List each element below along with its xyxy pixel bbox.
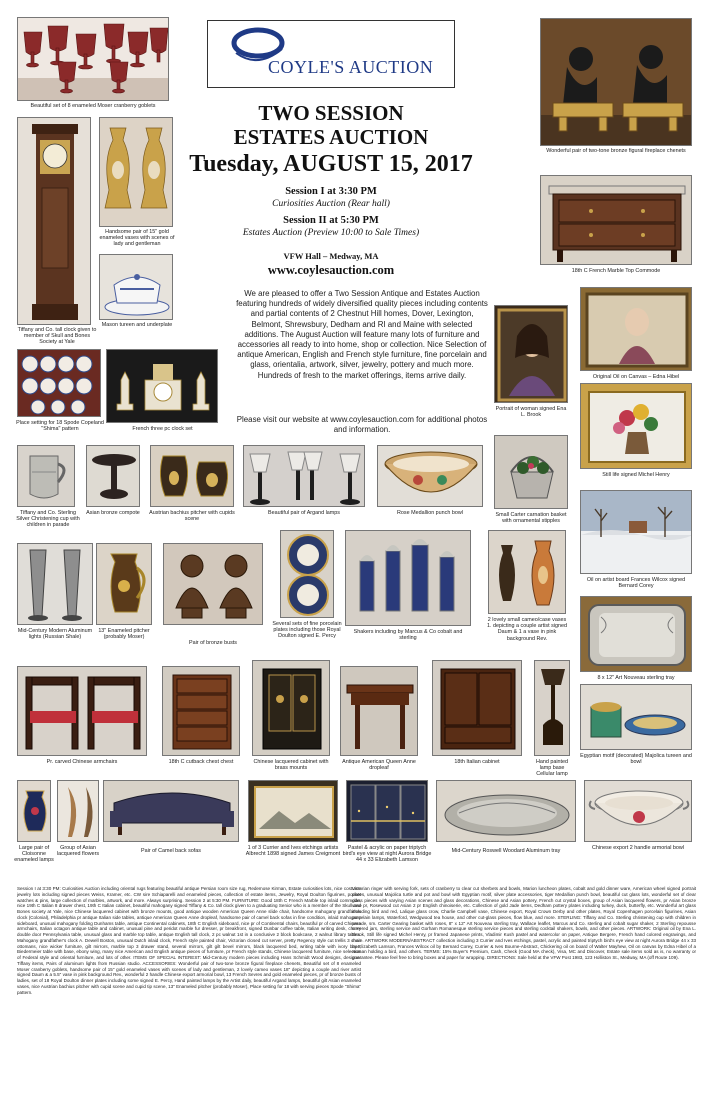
photo-glass-tray: [436, 780, 576, 842]
photo-argand-lamps: [243, 445, 365, 507]
caption-clock-set: French three pc clock set: [132, 426, 193, 432]
caption-tiffany-cup: Tiffany and Co. Sterling Silver Christening cup with children in parade: [16, 510, 80, 529]
caption-still-life: Still life signed Michel Henry: [602, 472, 670, 478]
website-link[interactable]: www.coylesauction.com: [267, 263, 395, 277]
headline-line1: TWO SESSION: [258, 101, 404, 125]
caption-gold-vases: Handsome pair of 15" gold enameled vases with scenes of lady and gentleman: [99, 229, 175, 248]
caption-enamel-pitcher: 13" Enameled pitcher (probably Moser): [98, 628, 150, 641]
caption-plates: Several sets of fine porcelain plates including those Royal Doulton signed E. Percy: [272, 621, 342, 640]
caption-argand-lamps: Beautiful pair of Argand lamps: [268, 510, 340, 516]
photo-austrian-pitcher: [150, 445, 234, 507]
caption-tall-clock: Tiffany and Co. tall clock given to member of Skull and Bones Society at Yale: [17, 327, 97, 346]
photo-aluminum-lights: [17, 543, 93, 625]
photo-end-table: [340, 666, 418, 756]
logo: [207, 20, 455, 88]
session2-desc: Estates Auction (Preview 10:00 to Sale Times): [242, 228, 420, 238]
caption-busts: Pair of bronze busts: [189, 640, 237, 646]
photo-fireplace-chenets: [540, 18, 692, 146]
caption-orig-oil: Original Oil on Canvas – Edna Hibel: [592, 374, 680, 380]
caption-end-table: Antique American Queen Anne dropleaf: [342, 759, 416, 772]
intro-paragraph: We are pleased to offer a Two Session Antique and Estates Auction featuring hundreds of widely diversified quality pieces including contents and partial contents of 2 Chestnut Hill homes, Dover, Lexington, Belmont, Shrewsbury, Dedham and RI and Maine with selected additions. The August Auction will feature many lots of furniture and accessories all ready to into home, shop or collection. Nice Selection of antique American, English and French style furniture, fine porcelain and glass, orientalia, artwork, silver, jewelry, pottery and much more. Hundreds of fresh to the market offerings, items arrive daily.: [236, 289, 488, 380]
caption-cabinet: Chinese lacquered cabinet with brass mounts: [253, 759, 329, 772]
caption-majolica: Egyptian motif (decorated) Majolica tureen and bowl: [580, 753, 692, 766]
caption-prints: 1 of 3 Currier and Ives etchings artists Albrecht 1898 signed James Creigmont: [245, 845, 341, 858]
body-column-left: Session I at 3:30 PM: Curiosities Auction including oriental rugs featuring beautiful antique Persian room size rug, Redemose Kirman, Estate curiosities lots, nice costume jewelry lots including signed pieces Weiss, Kramer, etc. CW sire Schiaparelli and enameled pieces, collection of estate items, Jewelry, Royal Doulton figurines, pocket watches & pins, large collection of marbles, artwork, and more. Always surprising. Session 2 at 5:30 PM. FURNITURE: Good 18th C French Marble top inlaid commode, nice 19th C Italian 8 drawer chest, 19th C Italian cabinet, beautiful mahogany signed Tiffany & Co. tall clock given to a graduating Senior who is a member of the Skull and Bones society at Yale, nice Chinese lacquered cabinet with bronze mounts, good antique wooden American Queen Anne slide chair, handsome mahogany grandfather clock (Colonial), Philadelphia pr antique Italian side tables, antique American Queen Anne dropleaf, handsome pair of camel back sofas in fine condition, inlaid mahogany sideboard, unusual mahogany folding Dunhams table, antique Continental cabinets, 18th C English sideboard, nice pr of Continental chairs, beautiful pr of carved Chinese armchairs, Italian octagon antique table and cabinet, unusual pine and peridot marble fur dresser, pr breakfront, signed Dunbar coffee table, Italian writing desk, cherry double door Pennsylvania table, unusual glass and marble top table, antique English tall clock, 2 pc walnut 1st in a conclusive 2 block bookcase, 2 walnut library tables. Mahogany grandfather's clock A. Dewell Boston, unusual Dutch inlaid clock, French style painted chair, Victorian closed cut server, pretty Regency style cut trellis 3 chair ottomans, nice wicker furniture, gilt mirrors, marble top 3 drawer stand, several mirrors, gilt gilt bevel mirrors, black lacquered bed, writing table with ivory base, Biedermeier table with base, ebony wing, many nice American and English antique pieces of furniture, pr French style stands, Chinese lacquered furniture, nice selection of Federal style and oriental furniture, and lots of other. ITEMS OF SPECIAL INTEREST: Mid-Century modern pieces including Hans Schmidt Wood designs, designer Tiffany items, Pairs of aluminum lights from Russian studio. ACCESSORIES: Wonderful pair of two-tone bronze figural fireplace chenets, Beautiful set of 8 enameled Moser cranberry goblets, handsome pair of 15" gold enameled vases with scenes of lady and gentleman, 2 lovely cameo vases 18" depicting a couple and river artist signed Daum & a 5.5" vase in pink background Rev., wonderful 2 handle Chinese export armorial bowl, 13 French Sevres and gold enameled pieces, pr of bronze busts of ladies, set of 18 Royal Doulton dinner plates including some signed E. Percy, Hand painted lamps by the Artist daily, beautiful Argand lamps, beautiful gilt Asian enameled vases, nice Austrian bachius pitcher with cupid scene and cupid tip scene, 13" Enameled pitcher (probably Moser), Place setting for 18 with serving pieces Spode "Shima" pattern.: [17, 886, 361, 995]
photo-hall-cabinet: [432, 660, 522, 756]
photo-majolica: [580, 684, 692, 750]
caption-lamp: Hand painted lamp base Cellular lamp: [535, 759, 569, 778]
session1-desc: Curiosities Auction (Rear hall): [272, 199, 390, 209]
headline-line2: ESTATES AUCTION: [233, 125, 429, 149]
photo-cabinet: [252, 660, 330, 756]
caption-hall-cabinet: 18th Italian cabinet: [454, 759, 500, 765]
photo-asian-compote: [86, 445, 140, 507]
caption-mason-bowl: Mason tureen and underplate: [101, 322, 173, 328]
caption-dolls: Large pair of Cloisonne enameled lamps: [14, 845, 54, 864]
caption-chinese-bowl: Chinese export 2 handle armorial bowl: [592, 845, 684, 851]
photo-busts: [163, 543, 263, 625]
photo-prints: [248, 780, 338, 842]
photo-shakers: [345, 530, 471, 626]
photo-tall-clock: [17, 117, 91, 325]
caption-cameo-vases: 2 lovely small cameo/case vases 1. depicting a couple artist signed Daum & 1 a vase in pink background Rev.: [486, 617, 567, 642]
body-column-right: Victorian ringer with serving fork, sets of cranberry to clear cut sherbets and bowls, Marion luncheon plates, cobalt and gold dinner ware, American wheel signed portrait plates, unusual Majolica turtle and pot and bowl with Egyptian motif, silver plate accessories, tiger Medallion punch bowl, beautiful cut glass lots, wonderful set of clear glass pieces with varying Asian scenes and glass decorations, Chinese and Asian pottery, French cut crystal boxes, group of Asian lacquered flowers, pr Asian bronze vase pr, Rosewood cut Asian 2 pr English chinoiserie, etc. Collection of gold Jade items, Dedham pottery plates including turkey, duck, butterfly, etc. Wonderful art glass including bird and red, Lalique glass crow, Charlie Campbell vase, Chinese export, Royal Crown Derby and other plates, Royal Copenhagen porcelain figurines, Asian porcelain lamps, Waterford, Wedgwood tea house, and other cut-glass pieces, flow blue, and more. STERLING: Tiffany and Co. Sterling christening cup with children in parade, sm. Carter Gearing basket with roses, 8" x 12" Art Nouveau sterling tray, Wallace leaflet, Marcus and Co. sterling and cobalt sugar shaker, 2 Sterling repousse covered jars, sterling service and Gorham Romanesque sterling service pieces and sterling cocktail shakers, bowls, and other pieces. ARTWORK: Original oil by Ena L. Brook, Still life signed Michel Henry, pr framed Japanese prints, Vladimir Kush pastel and watercolor on paper, Antique Bergere, French hand colored engravings, and more. ARTWORK MODERN/ABSTRACT collection including 3 Currier and Ives etchings, pastel, acrylic and painted triptych bird's eye view at night Aurora Bridge 44 x 33 by Elizabeth Lamson, Frances Wilcox oil by Bernard Corey, Currier & Ives Bourne-Abstract, Chickering oil on board of Walter Mayhew, Oil on canvas by Edna Hibel of a woman holding a bird, and others. TERMS: 15% Buyer's Premium, Cash, Check (Good MA check), Visa, MC and Discover, Estate sale items sold as is, no warranty or guarantee. Please feel free to bring boxes and paper for wrapping. DIRECTIONS: Sale held at the VFW Post 1983, 123 Holliston St., Medway, MA (off Route 109).: [352, 886, 696, 960]
photo-sterling-tray: [580, 596, 692, 672]
photo-dolls: [17, 780, 51, 842]
photo-sofa: [103, 780, 239, 842]
caption-commode: 18th C French Marble Top Commode: [571, 268, 661, 274]
photo-mason-bowl: [99, 254, 173, 320]
photo-snow-oil: [580, 490, 692, 574]
photo-commode: [540, 175, 692, 265]
photo-armchairs: [17, 666, 147, 756]
photo-enamel-pitcher: [96, 543, 152, 625]
caption-snow-oil: Oil on artist board Frances Wilcox signed Bernard Corey: [586, 577, 686, 590]
photo-portrait: [494, 305, 568, 403]
photo-cameo-vases: [488, 530, 566, 614]
caption-austrian-pitcher: Austrian bachius pitcher with cupids scene: [149, 510, 235, 523]
photo-plates: [280, 530, 334, 618]
photo-carnation-basket: [494, 435, 568, 509]
caption-sterling-tray: 8 x 12" Art Nouveau sterling tray: [597, 675, 675, 681]
caption-portrait: Portrait of woman signed Ena L. Brook: [495, 406, 567, 419]
caption-aluminum-lights: Mid-Century Modern Aluminum lights (Russian Shale): [17, 628, 93, 641]
photo-still-life: [580, 383, 692, 469]
photo-place-setting: [17, 349, 101, 417]
caption-rose-bowl: Rose Medallion punch bowl: [397, 510, 463, 516]
caption-fireplace-chenets: Wonderful pair of two-tone bronze figural fireplace chenets: [546, 148, 686, 154]
auction-date: Tuesday, AUGUST 15, 2017: [189, 151, 473, 177]
caption-shakers: Shakers including by Marcus & Co cobalt and sterling: [353, 629, 463, 642]
photo-goblets: [17, 17, 169, 101]
venue: VFW Hall – Medway, MA: [283, 251, 379, 261]
caption-carnation-basket: Small Carter carnation basket with ornamental stipples: [495, 512, 567, 525]
caption-chest: 18th C cutback chest chest: [168, 759, 234, 765]
photo-clock-set: [106, 349, 218, 423]
photo-chinese-bowl: [584, 780, 692, 842]
caption-goblets: Beautiful set of 8 enameled Moser cranberry goblets: [30, 103, 156, 109]
photo-chest: [162, 666, 240, 756]
photo-pastel: [346, 780, 428, 842]
photo-lamp: [534, 660, 570, 756]
caption-sofa: Pair of Camel back sofas: [141, 848, 201, 854]
caption-armchairs: Pr. carved Chinese armchairs: [46, 759, 118, 765]
intro-visit: Please visit our website at www.coylesauction.com for additional photos and information.: [236, 415, 488, 435]
caption-pastel: Pastel & acrylic on paper triptych bird's eye view at night Aurora Bridge 44 x 33 Elizabeth Lamson: [342, 845, 432, 864]
caption-glass-tray: Mid-Century Roswell Woodard Aluminum tray: [451, 848, 561, 854]
caption-feathers: Group of Asian lacquered flowers: [56, 845, 100, 858]
logo-text: COYLE'S AUCTION: [268, 57, 434, 77]
caption-place-setting: Place setting for 18 Spode Copeland "Shima" pattern: [16, 420, 104, 433]
session1-time: Session I at 3:30 PM: [285, 186, 377, 197]
photo-feathers: [57, 780, 99, 842]
photo-tiffany-cup: [17, 445, 75, 507]
photo-gold-vases: [99, 117, 173, 227]
session2-time: Session II at 5:30 PM: [283, 215, 379, 226]
photo-orig-oil: [580, 287, 692, 371]
caption-asian-compote: Asian bronze compote: [86, 510, 140, 516]
photo-rose-bowl: [377, 445, 483, 507]
